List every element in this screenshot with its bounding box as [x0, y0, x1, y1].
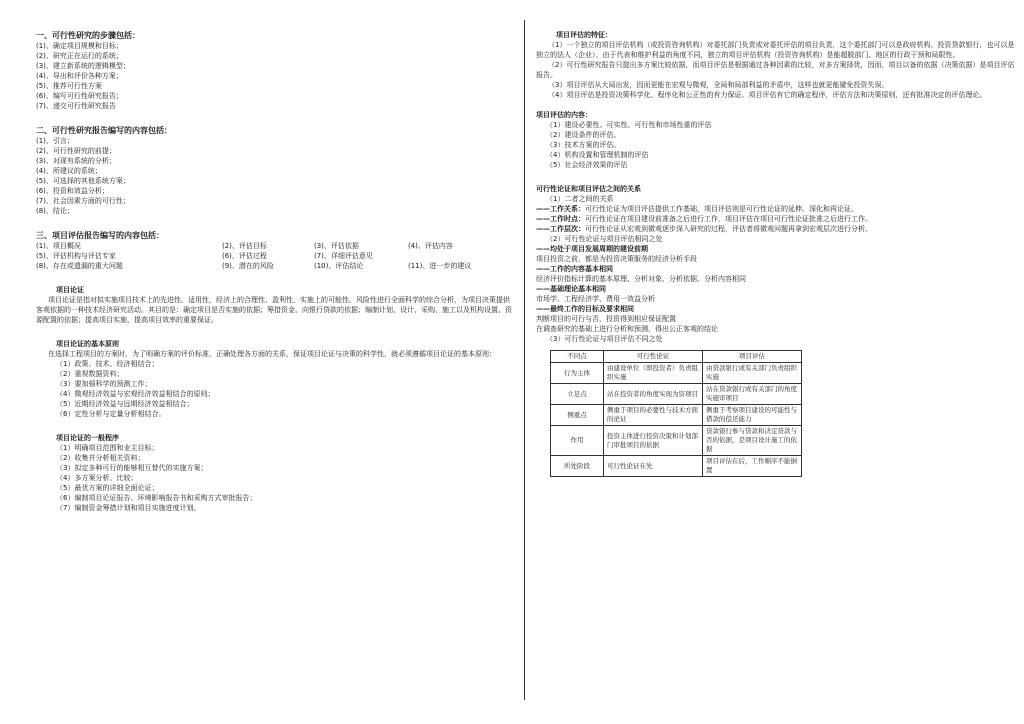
- principles-heading: 项目论证的基本原则: [56, 340, 119, 348]
- grid-item: (1)、项目概况: [36, 242, 81, 250]
- list-item: （4）机构设置和管理机制的评估: [546, 151, 649, 159]
- project-demonstration-paragraph: 项目论证是指对拟实施项目技术上的先进性、适用性，经济上的合理性、盈利性，实施上的可能性、风险性进行全面科学的综合分析，为项目决策提供客观依据的一种技术经济研究活动。其目的是：确定项目是否实施的依据；筹措资金、向银行贷款的依据；编制计划、设计、采购、施工以及机构设置、资源配置的依据；提高项目实施、提高项目效率的重要保证。: [36, 296, 512, 324]
- table-cell: 由贷款银行或有关部门负责组织实施: [703, 363, 802, 384]
- list-item: (2)、研究正在运行的系统；: [36, 52, 123, 60]
- table-cell: 站在贷款银行或有关部门的角度实施审项目: [703, 384, 802, 405]
- right-column: [536, 30, 1018, 477]
- grid-item: (8)、存在或遗漏的重大问题: [36, 262, 123, 270]
- relation-text: 可行性论证在项目建设前准备之后进行工作，项目评估在项目可行性论证批准之后进行工作。: [585, 215, 872, 223]
- relationship-subheading: （1）二者之间的关系: [546, 195, 614, 203]
- relation-text: 可行性论证为项目评估提供工作基础，项目评估则是可行性论证的延伸、深化和再论证。: [585, 205, 858, 213]
- relation-line: [536, 224, 1018, 234]
- paragraph: （2）可行性研究报告只提出多方案比较依据，而项目评估是根据通过各种因素的比较，对多方案择优，因而，项目以备的依据（决策依据）是项目评估报告。: [536, 61, 1015, 79]
- grid-item: (6)、评估过程: [222, 252, 267, 260]
- evaluation-content-list: [536, 120, 1018, 170]
- table-cell: 行为主体: [551, 363, 604, 384]
- similarity-text: 项目投资之前，都是为投资决策服务的经济分析手段: [536, 255, 697, 263]
- table-row: [551, 363, 802, 384]
- table-cell: 站在投资者的角度实现为资项目: [604, 384, 703, 405]
- grid-item: (3)、评估依据: [314, 242, 359, 250]
- list-item: (8)、结论；: [36, 207, 74, 215]
- table-cell: 投资主体进行投资决策和计划部门审批项目的依据: [604, 426, 703, 456]
- grid-item: (2)、评估目标: [222, 242, 267, 250]
- evaluation-report-grid: [36, 241, 514, 271]
- similarity-label: ——工作的内容基本相同: [536, 265, 613, 273]
- list-item: (6)、编写可行性研究报告；: [36, 92, 123, 100]
- table-row: [551, 456, 802, 477]
- principles-paragraph: 在选择工程项目的方案时，为了明确方案的评价标准，正确处理各方面的关系，保证项目论证与决策的科学性，就必须遵循项目论证的基本原则：: [48, 350, 496, 358]
- principles-list: [36, 359, 514, 419]
- similarity-text: 判断项目的可行与否，投资得到相应保证配置: [536, 315, 676, 323]
- relation-line: [536, 204, 1018, 214]
- evaluation-features-heading: 项目评估的特征：: [556, 31, 612, 39]
- steps-list: [36, 41, 514, 111]
- differences-subheading: （3）可行性论证与项目评估不同之处: [546, 335, 663, 343]
- differences-table: [550, 350, 802, 477]
- list-item: (7)、递交可行性研究报告: [36, 102, 116, 110]
- table-cell: 项目评估在后，工作顺序不能倒置: [703, 456, 802, 477]
- table-cell: 贷款银行参与贷款和决定贷款与否的依据，是项目设计施工的依据: [703, 426, 802, 456]
- grid-item: (10)、评估结论: [314, 262, 364, 270]
- list-item: （3）拟定多种可行的能够相互替代的实施方案；: [56, 464, 208, 472]
- table-header-cell: 项目评估: [703, 351, 802, 363]
- list-item: （6）定性分析与定量分析相结合。: [56, 410, 166, 418]
- grid-item: (9)、潜在的风险: [222, 262, 274, 270]
- list-item: (5)、可选择的其他系统方案；: [36, 177, 130, 185]
- list-item: （5）近期经济效益与远期经济效益相结合；: [56, 400, 194, 408]
- evaluation-report-heading: 三、项目评估报告编写的内容包括：: [36, 231, 164, 240]
- table-header-cell: 不同点: [551, 351, 604, 363]
- table-row: [551, 384, 802, 405]
- list-item: （1）政策、技术、经济相结合；: [56, 360, 159, 368]
- table-header-cell: 可行性论证: [604, 351, 703, 363]
- steps-heading: 一、可行性研究的步骤包括：: [36, 31, 140, 40]
- list-item: （2）重视数据资料；: [56, 370, 124, 378]
- list-item: （5）社会经济效果的评估: [546, 161, 628, 169]
- list-item: (4)、所建议的系统；: [36, 167, 102, 175]
- similarity-text: 市场学、工程经济学、费用一效益分析: [536, 295, 655, 303]
- paragraph: （1）一个独立的项目评估机构（或投资咨询机构）对委托部门负责或对委托评估的项目负责，这个委托部门可以是政府机构、投资贷款银行，也可以是独立的法人（企业）、由于代表和维护利益的角度不同，独立的项目评估机构（投资咨询机构）是能超脱部门、地区的行政干预和局限性。: [536, 41, 1015, 59]
- similarity-label: ——基础理论基本相同: [536, 285, 606, 293]
- paragraph: （4）项目评估是投资决策科学化、程序化和公正性的有力保证。项目评估有它的确定程序，评估方法和决策原则，还有批准决定的评估理论。: [548, 91, 987, 99]
- table-header-row: [551, 351, 802, 363]
- relation-line: [536, 214, 1018, 224]
- list-item: (7)、社会因素方面的可行性；: [36, 197, 130, 205]
- list-item: （2）收集并分析相关资料；: [56, 454, 145, 462]
- table-cell: 可行性论证在先: [604, 456, 703, 477]
- evaluation-content-heading: 项目评估的内容：: [536, 111, 592, 119]
- grid-item: (11)、进一步的建议: [408, 262, 472, 270]
- list-item: (4)、导出和评价各种方案；: [36, 72, 123, 80]
- list-item: （1）明确项目范围和业主目标；: [56, 444, 159, 452]
- list-item: （4）微观经济效益与宏观经济效益相结合的原则；: [56, 390, 215, 398]
- table-cell: 侧重于项目的必要性与技术方面的论证: [604, 405, 703, 426]
- report-content-heading: 二、可行性研究报告编写的内容包括：: [36, 126, 172, 135]
- table-row: [551, 405, 802, 426]
- table-cell: 所处阶段: [551, 456, 604, 477]
- list-item: (1)、确定项目规模和目标；: [36, 42, 123, 50]
- column-divider: [524, 20, 525, 700]
- similarity-label: ——均处于项目发展周期的建设前期: [536, 245, 648, 253]
- grid-item: (4)、评估内容: [408, 242, 453, 250]
- paragraph: （3）项目评估从大局出发，因而更能在宏观与微观，全局和局部利益的矛盾中，这样也就更能避免投资失误。: [548, 81, 889, 89]
- relation-label: ——工作关系：: [536, 205, 585, 213]
- list-item: （6）编制项目论证报告、环境影响报告书和采购方式审批报告；: [56, 494, 257, 502]
- relation-label: ——工作层次：: [536, 225, 585, 233]
- procedure-heading: 项目论证的一般程序: [56, 434, 119, 442]
- list-item: (3)、对现有系统的分析；: [36, 157, 116, 165]
- table-cell: 由建设单位（即投资者）负责组织实施: [604, 363, 703, 384]
- similarity-text: 经济评价指标计算的基本原理、分析对象、分析依据、分析内容相同: [536, 275, 746, 283]
- list-item: （2）建设条件的评估。: [546, 131, 621, 139]
- table-cell: 侧重点: [551, 405, 604, 426]
- list-item: (2)、可行性研究的前提；: [36, 147, 116, 155]
- list-item: （5）最优方案的详细全面论证；: [56, 484, 159, 492]
- grid-item: (7)、详细评估意见: [314, 252, 373, 260]
- procedure-list: [36, 443, 514, 513]
- list-item: (5)、推荐可行性方案: [36, 82, 102, 90]
- list-item: (1)、引言；: [36, 137, 74, 145]
- list-item: (3)、建立新系统的逻辑模型；: [36, 62, 130, 70]
- grid-item: (5)、评估机构与评估专家: [36, 252, 116, 260]
- relationship-heading: 可行性论证和项目评估之间的关系: [536, 185, 641, 193]
- similarities-subheading: （2）可行性论证与项目评估相同之处: [546, 235, 663, 243]
- report-content-list: [36, 136, 514, 216]
- grid-item: [408, 251, 508, 261]
- table-row: [551, 426, 802, 456]
- list-item: (6)、投资和效益分析；: [36, 187, 109, 195]
- list-item: （3）要加强科学的预测工作；: [56, 380, 152, 388]
- list-item: （4）多方案分析、比较；: [56, 474, 138, 482]
- left-column: [36, 30, 514, 513]
- list-item: （3）技术方案的评估。: [546, 141, 621, 149]
- list-item: （7）编制资金筹措计划和项目实施进度计划。: [56, 504, 201, 512]
- list-item: （1）建设必要性、可实性、可行性和市场性重的评估: [546, 121, 712, 129]
- table-cell: 作用: [551, 426, 604, 456]
- project-demonstration-heading: 项目论证: [56, 286, 84, 294]
- table-cell: 立足点: [551, 384, 604, 405]
- relation-label: ——工作时点：: [536, 215, 585, 223]
- table-cell: 侧重于考察项目建设的可能性与借款的偿还能力: [703, 405, 802, 426]
- similarity-label: ——最终工作的目标及要求相同: [536, 305, 634, 313]
- similarity-text: 在调查研究的基础上进行分析和预测，得出公正客观的结论: [536, 325, 718, 333]
- relation-text: 可行性论证从宏观到微观逐步深入研究的过程，评估者将微观问题再拿到宏观层次进行分析。: [585, 225, 872, 233]
